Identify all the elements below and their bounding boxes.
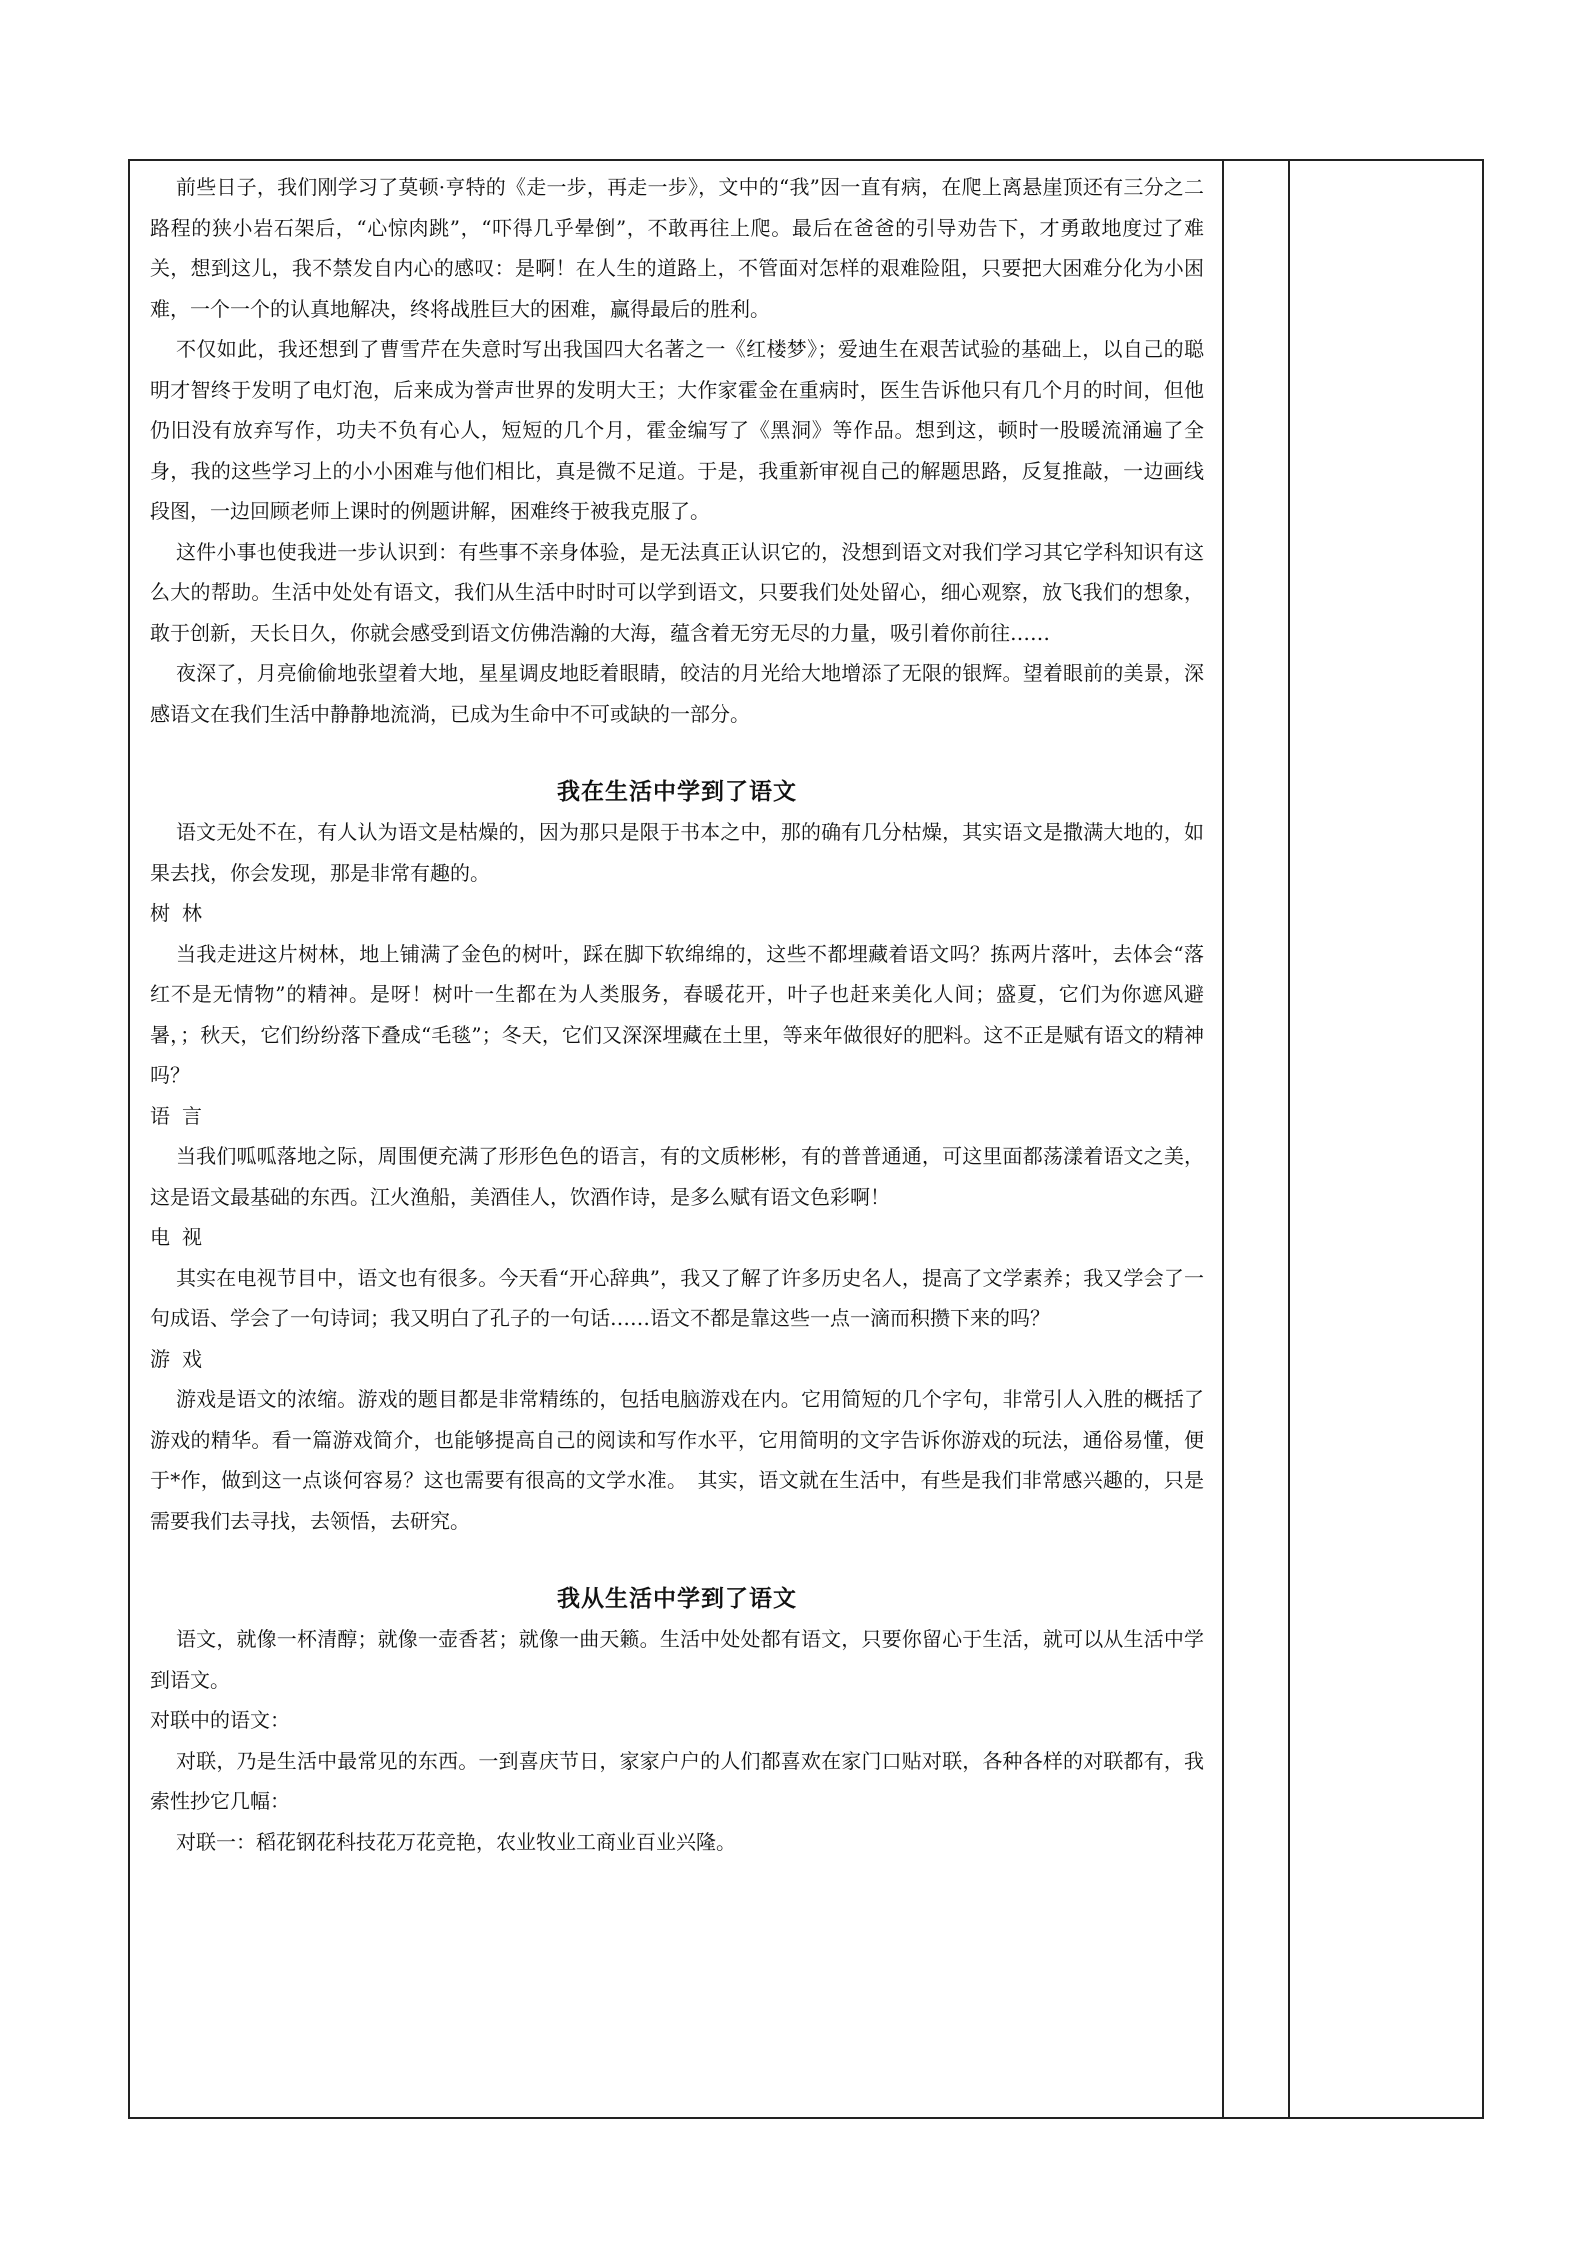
paragraph: 夜深了，月亮偷偷地张望着大地，星星调皮地眨着眼睛，皎洁的月光给大地增添了无限的银辉。望着眼前的美景，深感语文在我们生活中静静地流淌，已成为生命中不可或缺的一部分。 [150, 661, 1204, 726]
paragraph: 对联一：稻花钢花科技花万花竞艳，农业牧业工商业百业兴隆。 [176, 1829, 736, 1854]
paragraph: 语文，就像一杯清醇；就像一壶香茗；就像一曲天籁。生活中处处都有语文，只要你留心于生活，就可以从生活中学到语文。 [150, 1627, 1204, 1692]
subheading: 对联中的语文： [150, 1708, 290, 1732]
paragraph: 语文无处不在，有人认为语文是枯燥的，因为那只是限于书本之中，那的确有几分枯燥，其实语文是撒满大地的，如果去找，你会发现，那是非常有趣的。 [150, 820, 1204, 885]
paragraph: 其实在电视节目中，语文也有很多。今天看“开心辞典”，我又了解了许多历史名人，提高了文学素养；我又学会了一句成语、学会了一句诗词；我又明白了孔子的一句话……语文不都是靠这些一点一滴而积攒下来的吗？ [150, 1265, 1204, 1330]
subheading: 语言 [150, 1103, 214, 1128]
paragraph: 游戏是语文的浓缩。游戏的题目都是非常精练的，包括电脑游戏在内。它用简短的几个字句，非常引人入胜的概括了游戏的精华。看一篇游戏简介，也能够提高自己的阅读和写作水平，它用简明的文字告诉你游戏的玩法，通俗易懂，便于*作，做到这一点谈何容易？这也需要有很高的文学水准。 其实，语文就在生活中，有些是我们非常感兴趣的，只是需要我们去寻找，去领悟，去研究。 [150, 1387, 1204, 1533]
paragraph: 对联，乃是生活中最常见的东西。一到喜庆节日，家家户户的人们都喜欢在家门口贴对联，各种各样的对联都有，我索性抄它几幅： [150, 1748, 1204, 1813]
paragraph: 前些日子，我们刚学习了莫顿·亨特的《走一步，再走一步》，文中的“我”因一直有病，在爬上离悬崖顶还有三分之二路程的狭小岩石架后，“心惊肉跳”，“吓得几乎晕倒”，不敢再往上爬。最后在爸爸的引导劝告下，才勇敢地度过了难关，想到这儿，我不禁发自内心的感叹：是啊！在人生的道路上，不管面对怎样的艰难险阻，只要把大困难分化为小困难，一个一个的认真地解决，终将战胜巨大的困难，赢得最后的胜利。 [150, 175, 1204, 321]
paragraph: 这件小事也使我进一步认识到：有些事不亲身体验，是无法真正认识它的，没想到语文对我们学习其它学科知识有这么大的帮助。生活中处处有语文，我们从生活中时时可以学到语文，只要我们处处留心，细心观察，放飞我们的想象，敢于创新，天长日久，你就会感受到语文仿佛浩瀚的大海，蕴含着无穷无尽的力量，吸引着你前往…… [150, 539, 1204, 645]
subheading: 电视 [150, 1225, 214, 1249]
empty-cell [1290, 161, 1482, 2117]
paragraph: 不仅如此，我还想到了曹雪芹在失意时写出我国四大名著之一《红楼梦》；爱迪生在艰苦试验的基础上，以自己的聪明才智终于发明了电灯泡，后来成为誉声世界的发明大王；大作家霍金在重病时，医生告诉他只有几个月的时间，但他仍旧没有放弃写作，功夫不负有心人，短短的几个月，霍金编写了《黑洞》等作品。想到这，顿时一股暖流涌遍了全身，我的这些学习上的小小困难与他们相比，真是微不足道。于是，我重新审视自己的解题思路，反复推敲，一边画线段图，一边回顾老师上课时的例题讲解，困难终于被我克服了。 [150, 337, 1204, 523]
paragraph: 当我走进这片树林，地上铺满了金色的树叶，踩在脚下软绵绵的，这些不都埋藏着语文吗？拣两片落叶，去体会“落红不是无情物”的精神。是呀！树叶一生都在为人类服务，春暖花开，叶子也赶来美化人间；盛夏，它们为你遮风避暑，；秋天，它们纷纷落下叠成“毛毯”；冬天，它们又深深埋藏在土里，等来年做很好的肥料。这不正是赋有语文的精神吗？ [150, 941, 1204, 1087]
essay-title: 我从生活中学到了语文 [557, 1585, 797, 1612]
subheading: 游戏 [150, 1346, 214, 1371]
content-cell [130, 161, 1224, 2117]
empty-cell [1224, 161, 1290, 2117]
subheading: 树林 [150, 901, 214, 925]
document-table [128, 159, 1484, 2119]
essay-title: 我在生活中学到了语文 [557, 778, 797, 805]
paragraph: 当我们呱呱落地之际，周围便充满了形形色色的语言，有的文质彬彬，有的普普通通，可这里面都荡漾着语文之美，这是语文最基础的东西。江火渔船，美酒佳人，饮酒作诗，是多么赋有语文色彩啊！ [150, 1144, 1204, 1209]
